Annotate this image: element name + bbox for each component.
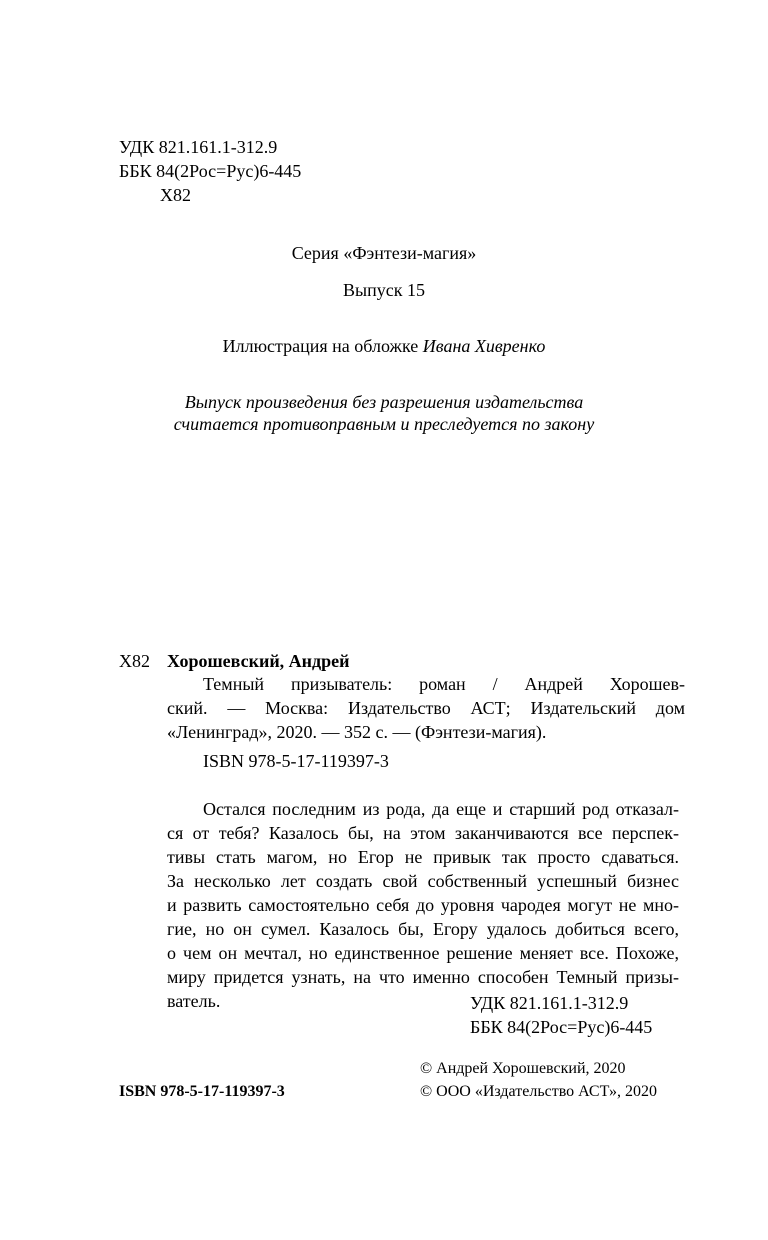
copyright-notice-line-2: считается противоправным и преследуется по закону bbox=[173, 414, 595, 434]
catalog-author: Хорошевский, Андрей bbox=[167, 651, 350, 671]
catalog-mark: Х82 bbox=[119, 651, 150, 671]
catalog-description-line: Темный призыватель: роман / Андрей Хорошев- bbox=[203, 674, 685, 694]
annotation-line: гие, но он сумел. Казалось бы, Егору удалось добиться всего, bbox=[167, 919, 679, 939]
copyright-author: © Андрей Хорошевский, 2020 bbox=[420, 1060, 626, 1077]
copyright-publisher: © ООО «Издательство АСТ», 2020 bbox=[420, 1083, 657, 1100]
annotation-line: и развить самостоятельно себя до уровня чародея могут не мно- bbox=[167, 895, 679, 915]
series-issue: Выпуск 15 bbox=[343, 280, 425, 300]
catalog-description-line: ский. — Москва: Издательство АСТ; Издательский дом bbox=[167, 698, 685, 718]
catalog-description-line: «Ленинград», 2020. — 352 с. — (Фэнтези-магия). bbox=[167, 722, 547, 742]
annotation-line: ся от тебя? Казалось бы, на этом заканчиваются все перспек- bbox=[167, 823, 679, 843]
footer-bbk-code: ББК 84(2Рос=Рус)6-445 bbox=[470, 1017, 653, 1037]
footer-isbn: ISBN 978-5-17-119397-3 bbox=[119, 1083, 285, 1100]
catalog-isbn: ISBN 978-5-17-119397-3 bbox=[203, 751, 389, 771]
author-mark: Х82 bbox=[160, 185, 191, 205]
illustration-artist: Ивана Хивренко bbox=[422, 336, 546, 356]
annotation-line: миру придется узнать, на что именно способен Темный призы- bbox=[167, 967, 679, 987]
annotation-line: ватель. bbox=[167, 991, 221, 1011]
annotation-line: о чем он мечтал, но единственное решение меняет все. Похоже, bbox=[167, 943, 679, 963]
udk-code: УДК 821.161.1-312.9 bbox=[119, 137, 278, 157]
annotation-line: тивы стать магом, но Егор не привык так просто сдаваться. bbox=[167, 847, 679, 867]
bbk-code: ББК 84(2Рос=Рус)6-445 bbox=[119, 161, 302, 181]
illustration-credit bbox=[0, 334, 768, 358]
illustration-prefix: Иллюстрация на обложке bbox=[222, 336, 423, 356]
annotation-line: Остался последним из рода, да еще и старший род отказал- bbox=[203, 799, 679, 819]
series-title: Серия «Фэнтези-магия» bbox=[291, 243, 477, 263]
annotation-line: За несколько лет создать свой собственный успешный бизнес bbox=[167, 871, 679, 891]
footer-udk-code: УДК 821.161.1-312.9 bbox=[470, 993, 629, 1013]
copyright-notice-line-1: Выпуск произведения без разрешения издательства bbox=[184, 392, 584, 412]
